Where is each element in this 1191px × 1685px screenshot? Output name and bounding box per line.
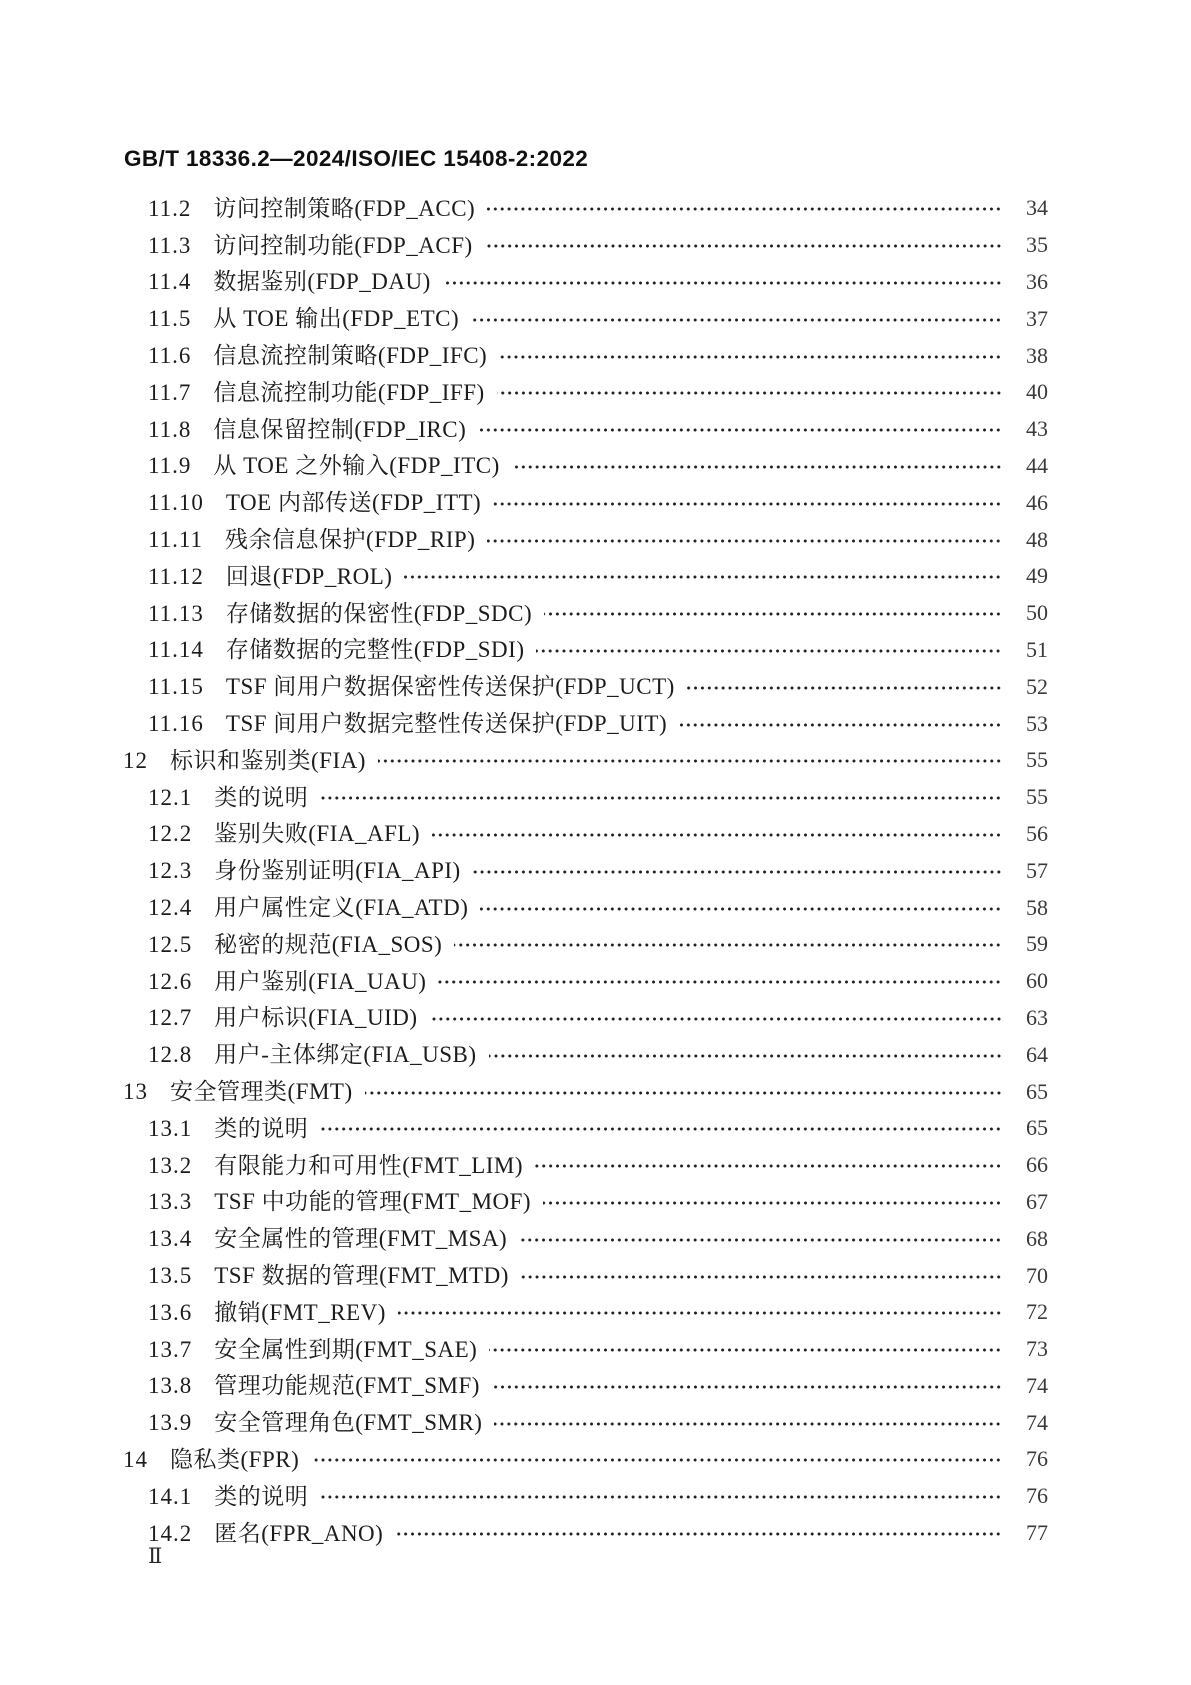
- toc-leader-dots: [378, 758, 1002, 764]
- table-of-contents: [0, 190, 1048, 1551]
- toc-entry-page: 63: [1026, 1004, 1048, 1030]
- toc-entry-page: 65: [1026, 1115, 1048, 1141]
- toc-leader-dots: [494, 1421, 1002, 1427]
- toc-entry-title: 安全管理角色(FMT_SMR): [214, 1410, 483, 1436]
- toc-entry: [0, 1220, 1048, 1257]
- toc-entry: [0, 190, 1048, 227]
- toc-entry-title: 残余信息保护(FDP_RIP): [225, 527, 476, 553]
- toc-leader-dots: [521, 1274, 1002, 1280]
- toc-entry-title: 从 TOE 输出(FDP_ETC): [213, 306, 460, 332]
- toc-entry-title: 数据鉴别(FDP_DAU): [213, 269, 431, 295]
- toc-leader-dots: [320, 795, 1002, 801]
- toc-entry-number: 13.9: [148, 1410, 193, 1436]
- toc-entry-number: 11.6: [148, 343, 192, 369]
- toc-entry: [0, 779, 1048, 816]
- toc-entry: [0, 742, 1048, 779]
- toc-entry-number: 13.3: [148, 1189, 193, 1215]
- toc-entry-title: 信息流控制功能(FDP_IFF): [213, 379, 485, 405]
- toc-leader-dots: [311, 1457, 1002, 1463]
- toc-entry-title: 隐私类(FPR): [170, 1446, 300, 1472]
- toc-entry-number: 11.14: [148, 637, 204, 663]
- toc-entry-title: 存储数据的保密性(FDP_SDC): [225, 600, 533, 626]
- toc-entry-number: 12.2: [148, 821, 193, 847]
- toc-entry-title: 秘密的规范(FIA_SOS): [214, 931, 443, 957]
- toc-entry: [0, 227, 1048, 264]
- toc-entry: [0, 337, 1048, 374]
- toc-leader-dots: [487, 206, 1002, 212]
- toc-entry-title: 安全属性到期(FMT_SAE): [214, 1336, 478, 1362]
- toc-entry-page: 53: [1026, 710, 1048, 736]
- toc-entry: [0, 816, 1048, 853]
- toc-entry-number: 12.4: [148, 895, 193, 921]
- toc-entry-number: 13: [123, 1079, 148, 1105]
- toc-entry-title: 信息保留控制(FDP_IRC): [213, 416, 467, 442]
- standard-number-header: GB/T 18336.2—2024/ISO/IEC 15408-2:2022: [124, 146, 589, 171]
- toc-entry-page: 40: [1026, 379, 1048, 405]
- toc-leader-dots: [499, 354, 1002, 360]
- toc-entry-page: 37: [1026, 305, 1048, 331]
- toc-leader-dots: [679, 722, 1002, 728]
- toc-entry: [0, 1147, 1048, 1184]
- toc-entry: [0, 1036, 1048, 1073]
- toc-entry-page: 67: [1026, 1188, 1048, 1214]
- toc-leader-dots: [480, 906, 1002, 912]
- toc-entry-title: 标识和鉴别类(FIA): [170, 747, 366, 773]
- toc-entry-title: TSF 中功能的管理(FMT_MOF): [214, 1189, 532, 1215]
- toc-entry-number: 11.16: [148, 711, 204, 737]
- toc-entry-title: 用户-主体绑定(FIA_USB): [214, 1042, 477, 1068]
- toc-leader-dots: [365, 1090, 1002, 1096]
- toc-entry-title: 访问控制功能(FDP_ACF): [213, 232, 473, 258]
- toc-entry: [0, 558, 1048, 595]
- toc-entry-page: 38: [1026, 342, 1048, 368]
- toc-leader-dots: [544, 611, 1002, 617]
- toc-entry-number: 13.6: [148, 1299, 193, 1325]
- toc-entry-page: 59: [1026, 931, 1048, 957]
- toc-leader-dots: [432, 832, 1002, 838]
- toc-leader-dots: [438, 979, 1002, 985]
- toc-entry-number: 12.8: [148, 1042, 193, 1068]
- toc-leader-dots: [485, 243, 1002, 249]
- toc-entry-page: 68: [1026, 1225, 1048, 1251]
- toc-entry-title: TSF 间用户数据保密性传送保护(FDP_UCT): [225, 674, 675, 700]
- toc-entry-page: 50: [1026, 600, 1048, 626]
- toc-entry-number: 11.8: [148, 416, 192, 442]
- toc-leader-dots: [395, 1531, 1002, 1537]
- toc-leader-dots: [443, 280, 1002, 286]
- toc-entry: [0, 1294, 1048, 1331]
- toc-leader-dots: [404, 574, 1002, 580]
- toc-entry-title: 匿名(FPR_ANO): [214, 1520, 384, 1546]
- toc-entry: [0, 411, 1048, 448]
- toc-entry-page: 58: [1026, 894, 1048, 920]
- toc-entry-page: 49: [1026, 563, 1048, 589]
- toc-leader-dots: [687, 685, 1002, 691]
- toc-entry-title: 用户标识(FIA_UID): [214, 1005, 418, 1031]
- toc-leader-dots: [398, 1310, 1002, 1316]
- toc-entry-number: 11.5: [148, 306, 192, 332]
- toc-entry: [0, 521, 1048, 558]
- toc-entry-page: 35: [1026, 232, 1048, 258]
- toc-entry-number: 11.11: [148, 527, 204, 553]
- toc-entry: [0, 1441, 1048, 1478]
- toc-entry: [0, 374, 1048, 411]
- toc-entry-number: 11.9: [148, 453, 192, 479]
- toc-entry-number: 11.13: [148, 600, 204, 626]
- toc-leader-dots: [493, 501, 1002, 507]
- toc-entry: [0, 926, 1048, 963]
- toc-entry-title: 管理功能规范(FMT_SMF): [214, 1373, 480, 1399]
- toc-entry-page: 77: [1026, 1520, 1048, 1546]
- toc-entry-title: 信息流控制策略(FDP_IFC): [213, 343, 488, 369]
- toc-entry-page: 60: [1026, 968, 1048, 994]
- toc-entry: [0, 1368, 1048, 1405]
- toc-entry-number: 11.3: [148, 232, 192, 258]
- toc-entry: [0, 1073, 1048, 1110]
- toc-entry-page: 52: [1026, 673, 1048, 699]
- toc-entry-title: 类的说明: [214, 1483, 309, 1509]
- page-number-footer: Ⅱ: [148, 1544, 163, 1568]
- toc-leader-dots: [512, 464, 1002, 470]
- toc-leader-dots: [543, 1200, 1002, 1206]
- toc-entry-page: 74: [1026, 1409, 1048, 1435]
- toc-entry-title: 用户鉴别(FIA_UAU): [214, 968, 427, 994]
- toc-entry-title: 回退(FDP_ROL): [225, 563, 393, 589]
- toc-entry: [0, 632, 1048, 669]
- toc-entry-title: 身份鉴别证明(FIA_API): [214, 858, 461, 884]
- toc-entry: [0, 668, 1048, 705]
- toc-entry: [0, 889, 1048, 926]
- toc-entry-page: 51: [1026, 636, 1048, 662]
- toc-entry-page: 46: [1026, 489, 1048, 515]
- toc-leader-dots: [536, 648, 1002, 654]
- toc-entry-number: 13.4: [148, 1226, 193, 1252]
- toc-entry-number: 13.5: [148, 1263, 193, 1288]
- toc-entry-page: 76: [1026, 1483, 1048, 1509]
- toc-entry-page: 73: [1026, 1336, 1048, 1362]
- toc-entry-title: 鉴别失败(FIA_AFL): [214, 821, 421, 847]
- toc-entry-number: 12: [123, 747, 148, 773]
- toc-entry-number: 12.3: [148, 858, 193, 884]
- toc-entry-page: 66: [1026, 1152, 1048, 1178]
- toc-entry-title: 安全管理类(FMT): [170, 1079, 353, 1105]
- toc-entry-page: 76: [1026, 1446, 1048, 1472]
- toc-entry: [0, 1478, 1048, 1515]
- toc-entry: [0, 448, 1048, 485]
- toc-entry: [0, 1257, 1048, 1294]
- toc-entry: [0, 963, 1048, 1000]
- toc-entry-title: 类的说明: [214, 1115, 309, 1141]
- toc-leader-dots: [489, 1053, 1002, 1059]
- toc-entry-number: 11.12: [148, 563, 204, 589]
- toc-entry-title: 类的说明: [214, 784, 309, 810]
- toc-entry: [0, 300, 1048, 337]
- toc-entry-title: TSF 间用户数据完整性传送保护(FDP_UIT): [225, 711, 668, 737]
- toc-entry-number: 12.1: [148, 784, 193, 810]
- toc-entry-page: 43: [1026, 416, 1048, 442]
- toc-entry: [0, 852, 1048, 889]
- toc-entry-number: 12.5: [148, 931, 193, 957]
- toc-entry: [0, 1184, 1048, 1221]
- toc-entry-number: 14: [123, 1446, 148, 1472]
- toc-entry-number: 13.2: [148, 1152, 193, 1178]
- toc-entry-page: 34: [1026, 195, 1048, 221]
- toc-leader-dots: [497, 390, 1002, 396]
- toc-entry-number: 11.10: [148, 490, 204, 516]
- toc-entry: [0, 1000, 1048, 1037]
- toc-leader-dots: [320, 1494, 1002, 1500]
- toc-entry: [0, 705, 1048, 742]
- toc-entry-number: 11.15: [148, 674, 204, 700]
- toc-entry-number: 13.7: [148, 1336, 193, 1362]
- toc-leader-dots: [478, 427, 1002, 433]
- toc-entry-title: TSF 数据的管理(FMT_MTD): [214, 1263, 509, 1288]
- toc-entry-page: 48: [1026, 526, 1048, 552]
- toc-leader-dots: [454, 942, 1002, 948]
- toc-entry-title: 用户属性定义(FIA_ATD): [214, 895, 469, 921]
- toc-entry-page: 55: [1026, 784, 1048, 810]
- toc-entry-page: 55: [1026, 747, 1048, 773]
- toc-leader-dots: [519, 1237, 1002, 1243]
- toc-entry-number: 11.4: [148, 269, 192, 295]
- toc-entry-title: 有限能力和可用性(FMT_LIM): [214, 1152, 524, 1178]
- toc-entry-page: 70: [1026, 1262, 1048, 1288]
- toc-entry-page: 64: [1026, 1041, 1048, 1067]
- toc-entry-page: 44: [1026, 452, 1048, 478]
- toc-entry: [0, 1404, 1048, 1441]
- toc-entry-page: 74: [1026, 1372, 1048, 1398]
- toc-entry: [0, 595, 1048, 632]
- toc-entry-number: 11.7: [148, 379, 192, 405]
- toc-entry-number: 14.1: [148, 1483, 193, 1509]
- toc-entry-title: 从 TOE 之外输入(FDP_ITC): [213, 453, 500, 479]
- toc-leader-dots: [492, 1384, 1002, 1390]
- toc-entry-page: 56: [1026, 820, 1048, 846]
- toc-entry-number: 13.1: [148, 1115, 193, 1141]
- toc-entry-title: 撤销(FMT_REV): [214, 1299, 386, 1325]
- toc-entry: [0, 264, 1048, 301]
- toc-leader-dots: [430, 1016, 1002, 1022]
- toc-entry-page: 57: [1026, 857, 1048, 883]
- toc-entry: [0, 1110, 1048, 1147]
- toc-entry-number: 12.6: [148, 968, 193, 994]
- toc-leader-dots: [471, 317, 1002, 323]
- toc-entry-page: 72: [1026, 1299, 1048, 1325]
- toc-entry-title: 访问控制策略(FDP_ACC): [213, 195, 476, 221]
- toc-entry-page: 36: [1026, 268, 1048, 294]
- toc-entry-title: 安全属性的管理(FMT_MSA): [214, 1226, 508, 1252]
- toc-leader-dots: [535, 1163, 1002, 1169]
- toc-leader-dots: [489, 1347, 1002, 1353]
- toc-leader-dots: [487, 538, 1002, 544]
- toc-entry-page: 65: [1026, 1078, 1048, 1104]
- toc-entry-title: 存储数据的完整性(FDP_SDI): [225, 637, 525, 663]
- toc-entry-number: 12.7: [148, 1005, 193, 1031]
- toc-leader-dots: [320, 1126, 1002, 1132]
- toc-entry: [0, 484, 1048, 521]
- toc-entry: [0, 1331, 1048, 1368]
- toc-entry-number: 14.2: [148, 1520, 193, 1546]
- toc-entry-number: 11.2: [148, 195, 192, 221]
- toc-leader-dots: [473, 869, 1002, 875]
- toc-entry-title: TOE 内部传送(FDP_ITT): [225, 490, 482, 516]
- toc-entry-number: 13.8: [148, 1373, 193, 1399]
